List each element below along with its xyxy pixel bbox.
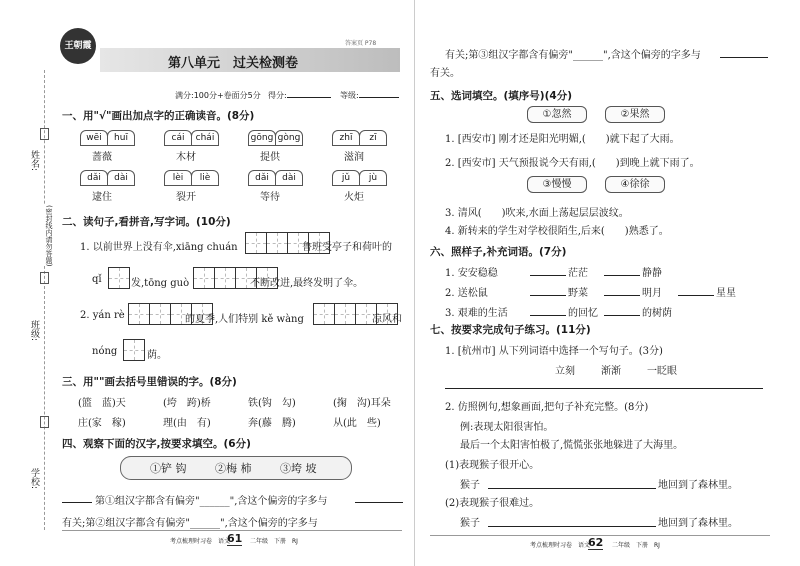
q7-word: 渐渐: [601, 366, 621, 377]
q3-choice[interactable]: (掬 沟)耳朵: [333, 398, 391, 409]
blank-line[interactable]: [530, 295, 566, 296]
footer-info: 二年级 下册 RJ: [250, 538, 298, 545]
q4-s2: 有关;第②组汉字都含有偏旁"______",含这个偏旁的字多与: [62, 518, 318, 529]
blank-line[interactable]: [530, 315, 566, 316]
pinyin-option[interactable]: dài: [275, 170, 303, 186]
side-mark: [40, 272, 49, 284]
corner-label: 答案页 P78: [345, 40, 377, 47]
q6-example: 1. 安安稳稳: [445, 268, 498, 279]
q4-cont: 有关;第③组汉字都含有偏旁"______",含这个偏旁的字多与: [445, 50, 701, 61]
q7-word: 一眨眼: [647, 366, 677, 377]
meta-score: 得分:: [268, 90, 331, 101]
q2-s1d: 发,tōng guò: [131, 278, 190, 289]
pinyin-option[interactable]: huī: [107, 130, 135, 146]
blank-line[interactable]: [678, 295, 714, 296]
pinyin-option[interactable]: cái: [164, 130, 192, 146]
side-school: 学校:: [29, 468, 39, 490]
word-option: ②果然: [605, 106, 665, 123]
q6-word: 星星: [716, 288, 736, 299]
q2-s1b: 鲁班受亭子和荷叶的: [302, 242, 392, 253]
footer-book: 考点梳理时习卷 语文: [170, 538, 231, 545]
q3-choice[interactable]: 庄(家 稼): [78, 418, 126, 429]
q1-word: 火炬: [344, 192, 364, 203]
q3-choice[interactable]: 奔(藤 腾): [248, 418, 296, 429]
q7-p2: (2)表现猴子很难过。: [445, 498, 540, 509]
q5-s2: 2. [西安市] 天气预报说今天有雨,( )到晚上就下雨了。: [445, 158, 700, 169]
q2-s2c: 凉风和: [372, 314, 402, 325]
q2-s2e: 荫。: [147, 350, 167, 361]
word-option: ④徐徐: [605, 176, 665, 193]
q1-word: 逮住: [92, 192, 112, 203]
blank-line[interactable]: [530, 275, 566, 276]
q4-banner-item: ③垮 坡: [280, 462, 317, 475]
footer-page: 61: [227, 532, 243, 545]
q1-word: 蔷薇: [92, 152, 112, 163]
answer-grid[interactable]: [108, 267, 130, 289]
q2-s2a: 2. yán rè: [80, 310, 125, 321]
meta-grade: 等级:: [340, 90, 399, 101]
q6-word: 茫茫: [568, 268, 588, 279]
meta-full: 满分:100分+卷面分5分: [175, 91, 261, 100]
q7-p1r: 地回到了森林里。: [658, 480, 738, 491]
pinyin-option[interactable]: zhī: [332, 130, 360, 146]
q7-s2: 2. 仿照例句,想象画面,把句子补充完整。(8分): [445, 402, 649, 413]
pinyin-option[interactable]: dǎi: [248, 170, 276, 186]
word-option: ①忽然: [527, 106, 587, 123]
q4-cont2: 有关。: [430, 68, 460, 79]
q6-word: 野菜: [568, 288, 588, 299]
side-note: (密封线内请勿答题): [45, 205, 53, 267]
answer-line[interactable]: [488, 526, 656, 527]
q6-word: 的回忆: [568, 308, 598, 319]
q4-banner-item: ①铲 钩: [150, 462, 187, 475]
q5-s4: 4. 新转来的学生对学校很陌生,后来( )熟悉了。: [445, 226, 669, 237]
side-mark: [40, 128, 49, 140]
answer-line[interactable]: [488, 488, 656, 489]
q6-example: 2. 送松鼠: [445, 288, 488, 299]
pinyin-option[interactable]: dài: [107, 170, 135, 186]
pinyin-option[interactable]: jù: [359, 170, 387, 186]
q3-choice[interactable]: (垮 跨)桥: [163, 398, 211, 409]
q1-word: 木材: [176, 152, 196, 163]
pinyin-option[interactable]: gōng: [248, 130, 276, 146]
q7-p1: (1)表现猴子很开心。: [445, 460, 540, 471]
q2-s1c: qǐ: [92, 274, 102, 285]
pinyin-option[interactable]: lèi: [164, 170, 192, 186]
pinyin-option[interactable]: liè: [191, 170, 219, 186]
q1-word: 滋润: [344, 152, 364, 163]
q6-word: 静静: [642, 268, 662, 279]
blank-line[interactable]: [355, 502, 403, 503]
q3-choice[interactable]: 从(此 些): [333, 418, 381, 429]
pinyin-option[interactable]: dǎi: [80, 170, 108, 186]
pinyin-option[interactable]: zī: [359, 130, 387, 146]
blank-line[interactable]: [62, 502, 92, 503]
q7-ex: 例:表现太阳很害怕。: [460, 422, 554, 433]
q2-s1a: 1. 以前世界上没有伞,xiāng chuán: [80, 242, 238, 253]
q7-p2r: 地回到了森林里。: [658, 518, 738, 529]
q5-s3: 3. 清风( )吹来,水面上荡起层层波纹。: [445, 208, 629, 219]
q3-choice[interactable]: (篮 蓝)天: [78, 398, 126, 409]
q1-word: 裂开: [176, 192, 196, 203]
q5-title: 五、选词填空。(填序号)(4分): [430, 90, 573, 102]
q2-s1e: 不断改进,最终发明了伞。: [250, 278, 364, 289]
q7-title: 七、按要求完成句子练习。(11分): [430, 324, 591, 336]
blank-line[interactable]: [604, 295, 640, 296]
word-option: ③慢慢: [527, 176, 587, 193]
q7-s1: 1. [杭州市] 从下列词语中选择一个写句子。(3分): [445, 346, 663, 357]
page-title: 第八单元 过关检测卷: [168, 56, 299, 71]
pinyin-option[interactable]: wēi: [80, 130, 108, 146]
q1-word: 提供: [260, 152, 280, 163]
answer-grid[interactable]: [123, 339, 145, 361]
q6-title: 六、照样子,补充词语。(7分): [430, 246, 567, 258]
q4-banner-item: ②梅 柿: [215, 462, 252, 475]
q5-s1: 1. [西安市] 刚才还是阳光明媚,( )就下起了大雨。: [445, 134, 680, 145]
q3-choice[interactable]: 铁(钩 勾): [248, 398, 296, 409]
footer-book: 考点梳理时习卷 语文: [530, 542, 591, 549]
page-divider: [414, 0, 415, 566]
q6-word: 的树荫: [642, 308, 672, 319]
pinyin-option[interactable]: gòng: [275, 130, 303, 146]
blank-line[interactable]: [720, 57, 768, 58]
q7-word: 立刻: [555, 366, 575, 377]
answer-line[interactable]: [445, 388, 763, 389]
q6-word: 明月: [642, 288, 662, 299]
logo-badge: 王朝霞: [60, 28, 96, 64]
pinyin-option[interactable]: jǔ: [332, 170, 360, 186]
q6-example: 3. 艰难的生活: [445, 308, 508, 319]
q1-title: 一、用"√"画出加点字的正确读音。(8分): [62, 110, 255, 122]
q2-s2b: 的夏季,人们特别 kě wàng: [185, 314, 304, 325]
footer-line: [62, 530, 402, 531]
q1-word: 等待: [260, 192, 280, 203]
q7-exs: 最后一个太阳害怕极了,慌慌张张地躲进了大海里。: [460, 440, 684, 451]
pinyin-option[interactable]: chái: [191, 130, 219, 146]
blank-line[interactable]: [604, 275, 640, 276]
side-mark: [40, 416, 49, 428]
q3-title: 三、用""画去括号里错误的字。(8分): [62, 376, 237, 388]
side-class: 班级:: [29, 320, 39, 342]
q2-title: 二、读句子,看拼音,写字词。(10分): [62, 216, 231, 228]
footer-info: 二年级 下册 RJ: [612, 542, 660, 549]
side-name: 姓名:: [29, 150, 39, 172]
q7-p2l: 猴子: [460, 518, 480, 529]
q4-s1: 第①组汉字都含有偏旁"______",含这个偏旁的字多与: [95, 496, 328, 507]
q3-choice[interactable]: 理(由 有): [163, 418, 211, 429]
q4-title: 四、观察下面的汉字,按要求填空。(6分): [62, 438, 251, 450]
q7-p1l: 猴子: [460, 480, 480, 491]
footer-page: 62: [588, 536, 604, 549]
q2-s2d: nóng: [92, 346, 118, 357]
blank-line[interactable]: [604, 315, 640, 316]
